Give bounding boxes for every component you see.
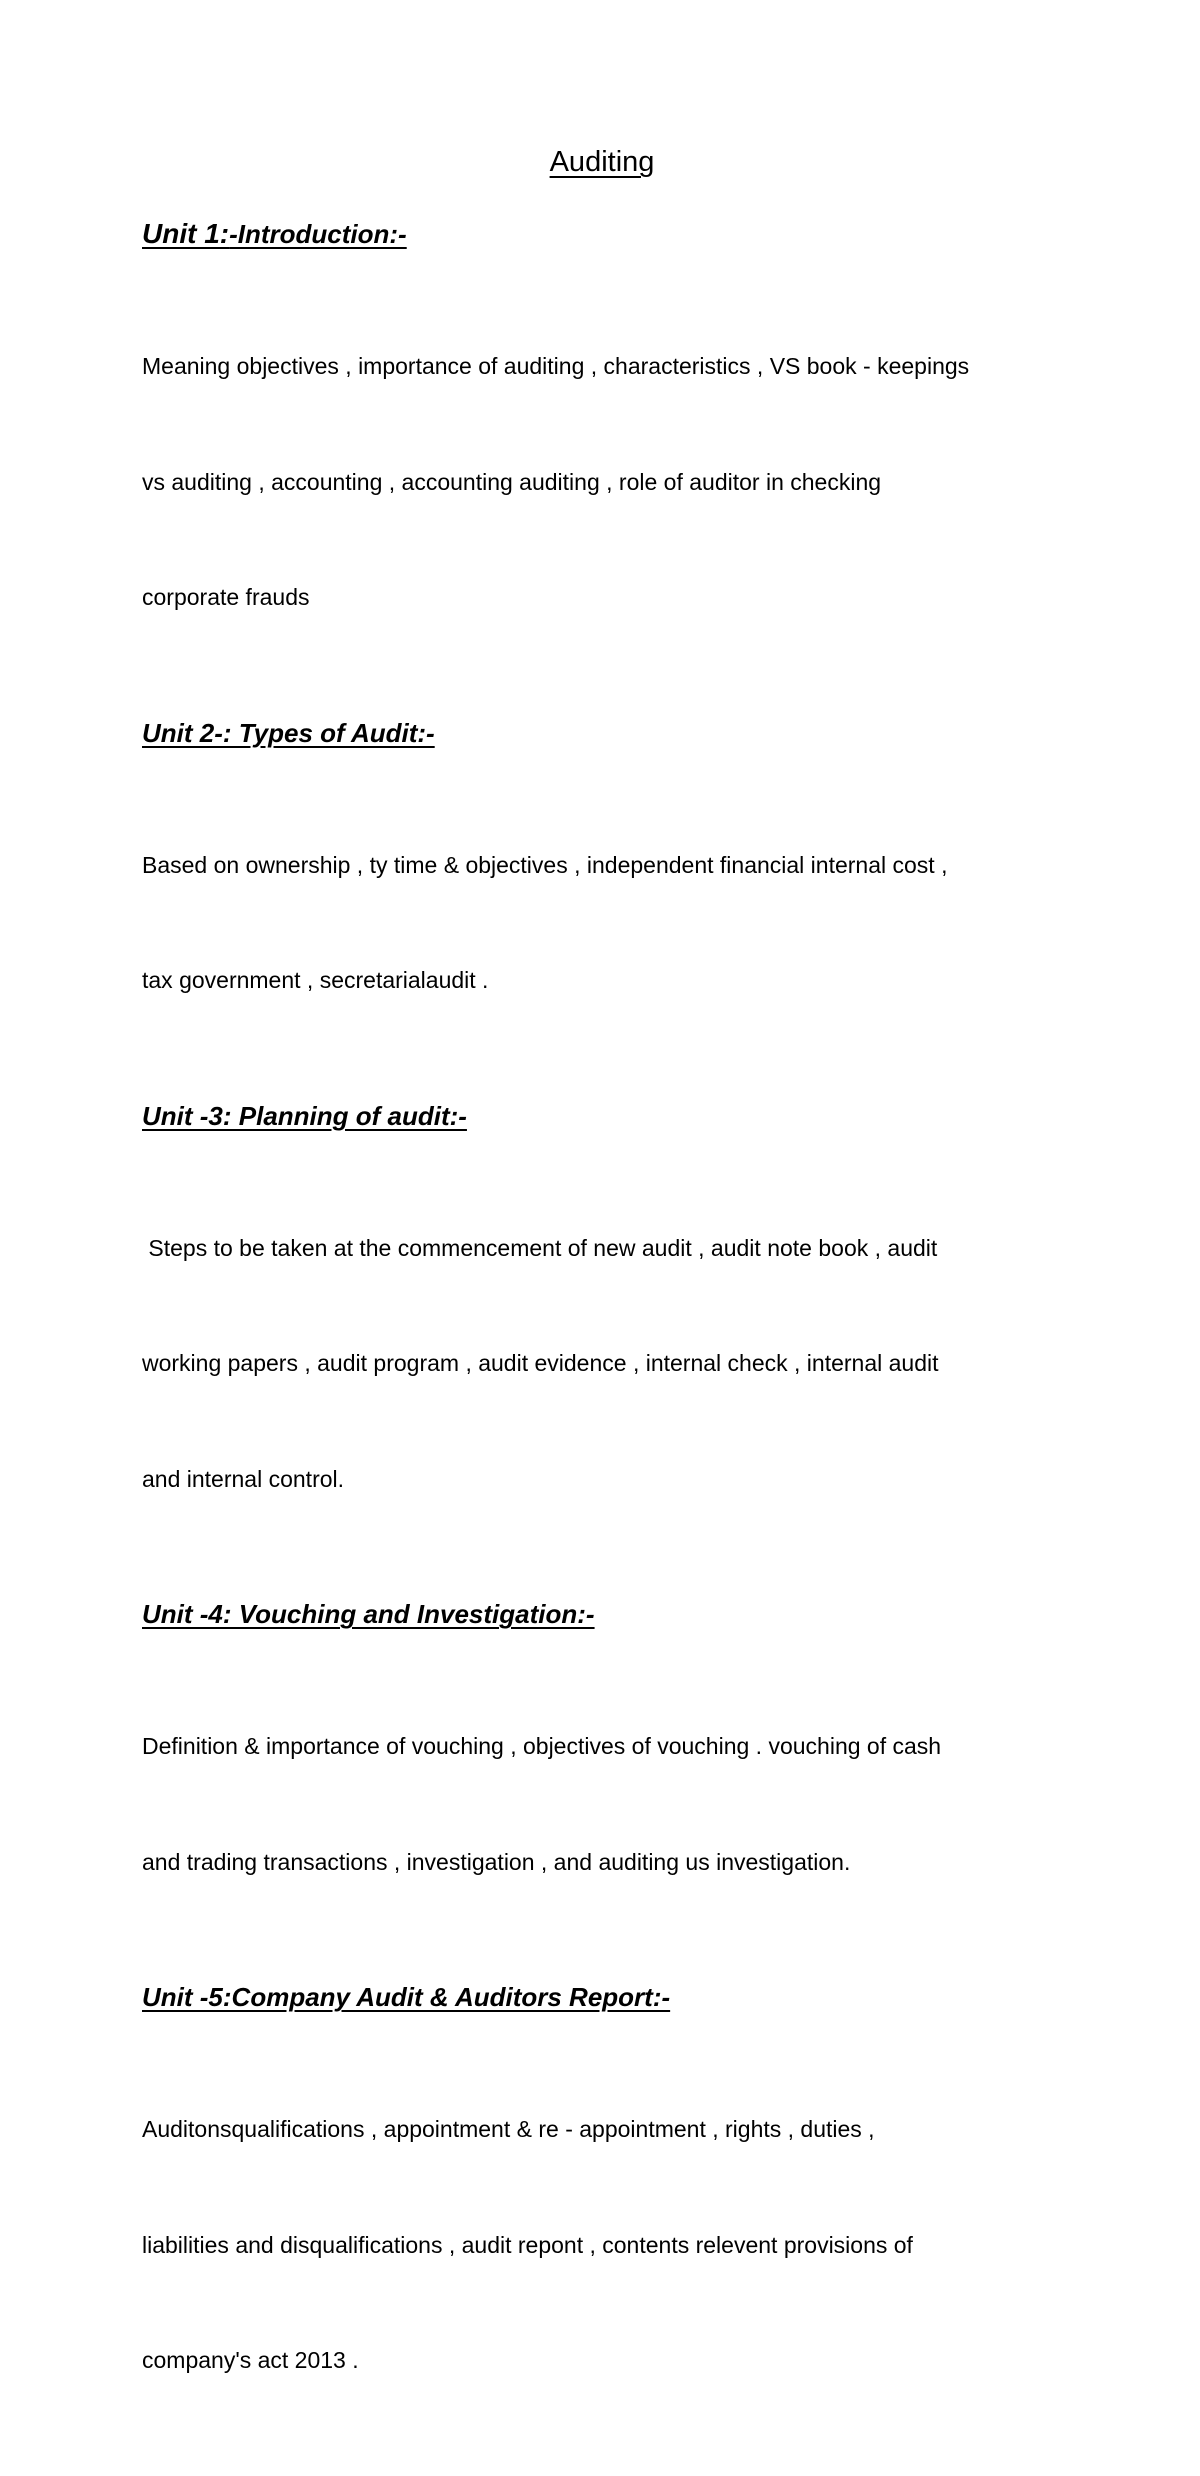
text-line: Definition & importance of vouching , objectives of vouching . vouching of cash (142, 1733, 942, 1759)
text-line: vs auditing , accounting , accounting auditing , role of auditor in checking (142, 468, 882, 495)
unit-description (142, 1650, 1062, 1958)
text-line: tax government , secretarialaudit . (142, 967, 489, 993)
unit-description (142, 2033, 1062, 2457)
unit-description (142, 270, 1062, 694)
text-line: Based on ownership , ty time & objectives , independent financial internal cost , (142, 851, 948, 878)
unit-heading (142, 214, 1062, 254)
unit-heading-text: -Introduction:- (229, 219, 407, 249)
unit-section (142, 1977, 1062, 2457)
text-line: liabilities and disqualifications , audit repont , contents relevent provisions of (142, 2231, 913, 2258)
unit-description (142, 769, 1062, 1077)
unit-heading: Unit -3: Planning of audit:- (142, 1100, 467, 1131)
unit-section (142, 713, 1062, 1077)
unit-description (142, 1152, 1062, 1576)
text-line: company's act 2013 . (142, 2347, 359, 2373)
text-line: Meaning objectives , importance of auditing , characteristics , VS book - keepings (142, 353, 970, 379)
text-line: and trading transactions , investigation , and auditing us investigation. (142, 1848, 851, 1875)
unit-section (142, 1594, 1062, 1958)
text-line: Steps to be taken at the commencement of new audit , audit note book , audit (142, 1234, 938, 1261)
unit-heading: Unit -5:Company Audit & Auditors Report:- (142, 1982, 671, 2012)
text-line: working papers , audit program , audit evidence , internal check , internal audit (142, 1350, 939, 1376)
text-line: Auditonsqualifications , appointment & re - appointment , rights , duties , (142, 2116, 875, 2142)
unit-heading-prefix: Unit 1: (142, 218, 230, 249)
unit-heading: Unit -4: Vouching and Investigation:- (142, 1599, 595, 1629)
text-line: corporate frauds (142, 584, 310, 610)
unit-section (142, 214, 1062, 694)
document-page (142, 140, 1062, 2476)
unit-section (142, 1096, 1062, 1576)
document-title: Auditing (549, 146, 655, 178)
text-line: and internal control. (142, 1465, 345, 1492)
unit-heading: Unit 2-: Types of Audit:- (142, 717, 435, 748)
